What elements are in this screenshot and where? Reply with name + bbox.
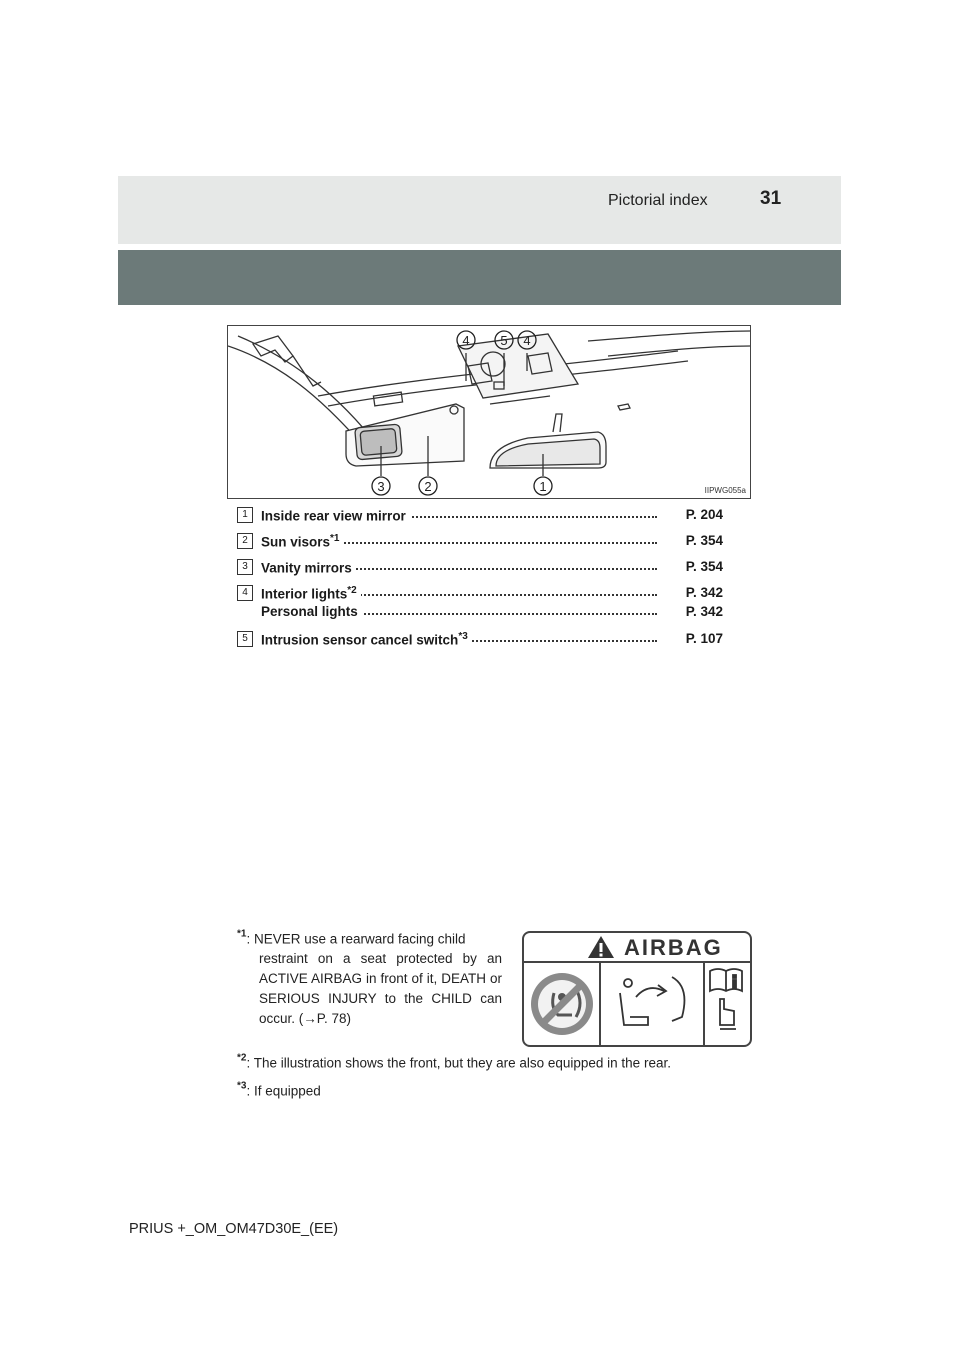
item-number: 5: [237, 631, 253, 647]
list-item: [237, 558, 727, 580]
title-bar: [118, 250, 841, 305]
footnote-mark: *2: [237, 1053, 247, 1064]
page-reference[interactable]: P. 204: [685, 507, 723, 522]
overhead-illustration: [227, 325, 751, 499]
page-reference[interactable]: P. 354: [685, 533, 723, 548]
airbag-warning-label: [522, 931, 752, 1047]
item-label: Sun visors: [261, 534, 331, 550]
section-name: Pictorial index: [608, 192, 708, 209]
item-footnote-mark: *1: [330, 533, 340, 544]
document-code: PRIUS +_OM_OM47D30E_(EE): [129, 1221, 339, 1237]
footnote-1: [237, 925, 502, 1029]
list-item: [237, 532, 727, 554]
page-reference[interactable]: P. 354: [685, 559, 723, 574]
callout-1: 1: [539, 479, 547, 494]
warning-triangle-icon: [586, 934, 616, 960]
callout-5: 5: [500, 333, 508, 348]
read-manual-icon: [710, 969, 742, 1029]
page-reference[interactable]: P. 342: [685, 585, 723, 600]
item-footnote-mark: *2: [347, 585, 357, 596]
callout-4b: 4: [523, 333, 531, 348]
footnote-2: [237, 1049, 671, 1073]
item-number: 1: [237, 507, 253, 523]
footnote-text-continued: restraint on a seat protected by an ACTIVE AIRBAG in front of it, DEATH or SERIOUS INJURY to the CHILD can occur. (→P. 78): [259, 951, 502, 1027]
callout-2: 2: [424, 479, 432, 494]
item-number: 3: [237, 559, 253, 575]
item-label: Inside rear view mirror: [261, 508, 406, 524]
airbag-label-header: [524, 933, 750, 963]
list-item: [237, 603, 727, 625]
callout-3: 3: [377, 479, 385, 494]
footnote-text: : If equipped: [246, 1083, 321, 1099]
illustration-code: IIPWG055a: [704, 486, 746, 495]
seat-airbag-icon: [620, 977, 684, 1025]
airbag-pictograms: [524, 963, 750, 1045]
page-reference[interactable]: P. 107: [685, 631, 723, 646]
overhead-drawing: [228, 326, 750, 498]
list-item: [237, 630, 727, 652]
item-label: Intrusion sensor cancel switch: [261, 632, 459, 648]
footnote-3: [237, 1077, 321, 1101]
callout-4a: 4: [462, 333, 470, 348]
list-item: [237, 506, 727, 528]
airbag-word: AIRBAG: [624, 935, 723, 960]
header-band: [118, 176, 841, 244]
item-label: Vanity mirrors: [261, 560, 352, 576]
footnote-mark: *1: [237, 929, 247, 940]
item-footnote-mark: *3: [458, 631, 468, 642]
footnote-text: : The illustration shows the front, but they are also equipped in the rear.: [246, 1055, 671, 1071]
page-number: 31: [760, 188, 782, 209]
footnote-text: : NEVER use a rearward facing child: [246, 931, 466, 947]
no-rear-facing-child-seat-icon: [531, 973, 593, 1035]
item-number: 4: [237, 585, 253, 601]
item-number: 2: [237, 533, 253, 549]
item-label: Personal lights: [261, 604, 358, 619]
page-reference[interactable]: P. 342: [685, 604, 723, 619]
footnote-mark: *3: [237, 1081, 247, 1092]
item-label: Interior lights: [261, 586, 348, 602]
